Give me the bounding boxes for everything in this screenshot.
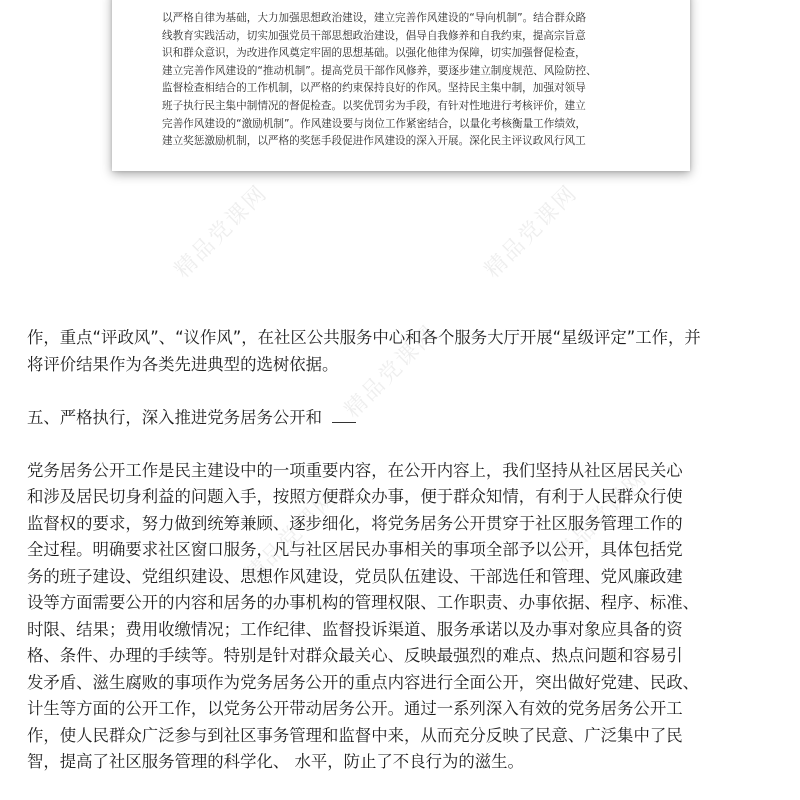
preview-line: 识和群众意识，为改进作风奠定牢固的思想基础。以强化他律为保障，切实加强督促检查， [162,47,586,60]
preview-line: 完善作风建设的“激励机制”。作风建设要与岗位工作紧密结合，以量化考核衡量工作绩效， [162,117,587,130]
article-body [27,325,779,776]
preview-line: 以严格自律为基础，大力加强思想政治建设，建立完善作风建设的“导向机制”。结合群众路 [162,12,587,24]
paragraph-line: 作，重点“评政风”、“议作风”，在社区公共服务中心和各个服务大厅开展“星级评定”工作，并 [27,328,701,347]
preview-line: 建立奖惩激励机制，以严格的奖惩手段促进作风建设的深入开展。深化民主评议政风行风工 [162,135,586,148]
blank-underline [332,408,356,423]
watermark: 精品党课网 [170,180,273,284]
document-preview-card [112,0,690,171]
paragraph-line: 作，使人民群众广泛参与到社区事务管理和监督中来，从而充分反映了民意、广泛集中了民 [27,725,683,745]
paragraph-line: 和涉及居民切身利益的问题入手，按照方便群众办事，便于群众知情，有利于人民群众行使 [27,487,683,506]
preview-line: 建立完善作风建设的“推动机制”。提高党员干部作风修养，要逐步建立制度规范、风险防控、 [162,64,597,77]
paragraph-line: 智，提高了社区服务管理的科学化、 水平，防止了不良行为的滋生。 [27,752,524,771]
watermark: 精品党课网 [240,485,343,589]
paragraph-gap [27,378,779,405]
paragraph-line: 全过程。明确要求社区窗口服务，凡与社区居民办事相关的事项全部予以公开，具体包括党 [27,540,683,559]
paragraph-line: 计生等方面的公开工作，以党务公开带动居务公开。通过一系列深入有效的党务居务公开工 [27,699,683,718]
paragraph-gap [27,431,779,458]
paragraph-line: 发矛盾、滋生腐败的事项作为党务居务公开的重点内容进行全面公开，突出做好党建、民政、 [27,672,700,692]
watermark: 精品党课网 [480,180,583,284]
preview-text-block [162,10,642,151]
paragraph-line: 务的班子建设、党组织建设、思想作风建设，党员队伍建设、干部选任和管理、党风廉政建 [27,566,683,586]
preview-line: 线教育实践活动，切实加强党员干部思想政治建设，倡导自我修养和自我约束，提高宗旨意 [162,29,586,42]
paragraph-line: 格、条件、办理的手续等。特别是针对群众最关心、反映最强烈的难点、热点问题和容易引 [27,646,683,665]
paragraph-line: 党务居务公开工作是民主建设中的一项重要内容，在公开内容上，我们坚持从社区居民关心 [27,460,683,480]
section-heading [27,405,779,432]
paragraph-line: 监督权的要求，努力做到统筹兼顾、逐步细化，将党务居务公开贯穿于社区服务管理工作的 [27,513,683,533]
section-heading-text: 五、严格执行，深入推进党务居务公开和 [27,407,323,427]
paragraph-line: 将评价结果作为各类先进典型的选树依据。 [27,354,339,374]
paragraph-line: 设等方面需要公开的内容和居务的办事机构的管理权限、工作职责、办事依据、程序、标准、 [27,593,700,612]
watermark: 精品党课网 [340,320,443,424]
preview-line: 班子执行民主集中制情况的督促检查。以奖优罚劣为手段，有针对性地进行考核评价，建立 [162,99,586,112]
preview-line: 监督检查相结合的工作机制，以严格的约束保持良好的作风。坚持民主集中制，加强对领导 [162,82,586,95]
watermark: 精品党课网 [550,465,653,569]
paragraph-line: 时限、结果；费用收缴情况；工作纪律、监督投诉渠道、服务承诺以及办事对象应具备的资 [27,619,683,639]
